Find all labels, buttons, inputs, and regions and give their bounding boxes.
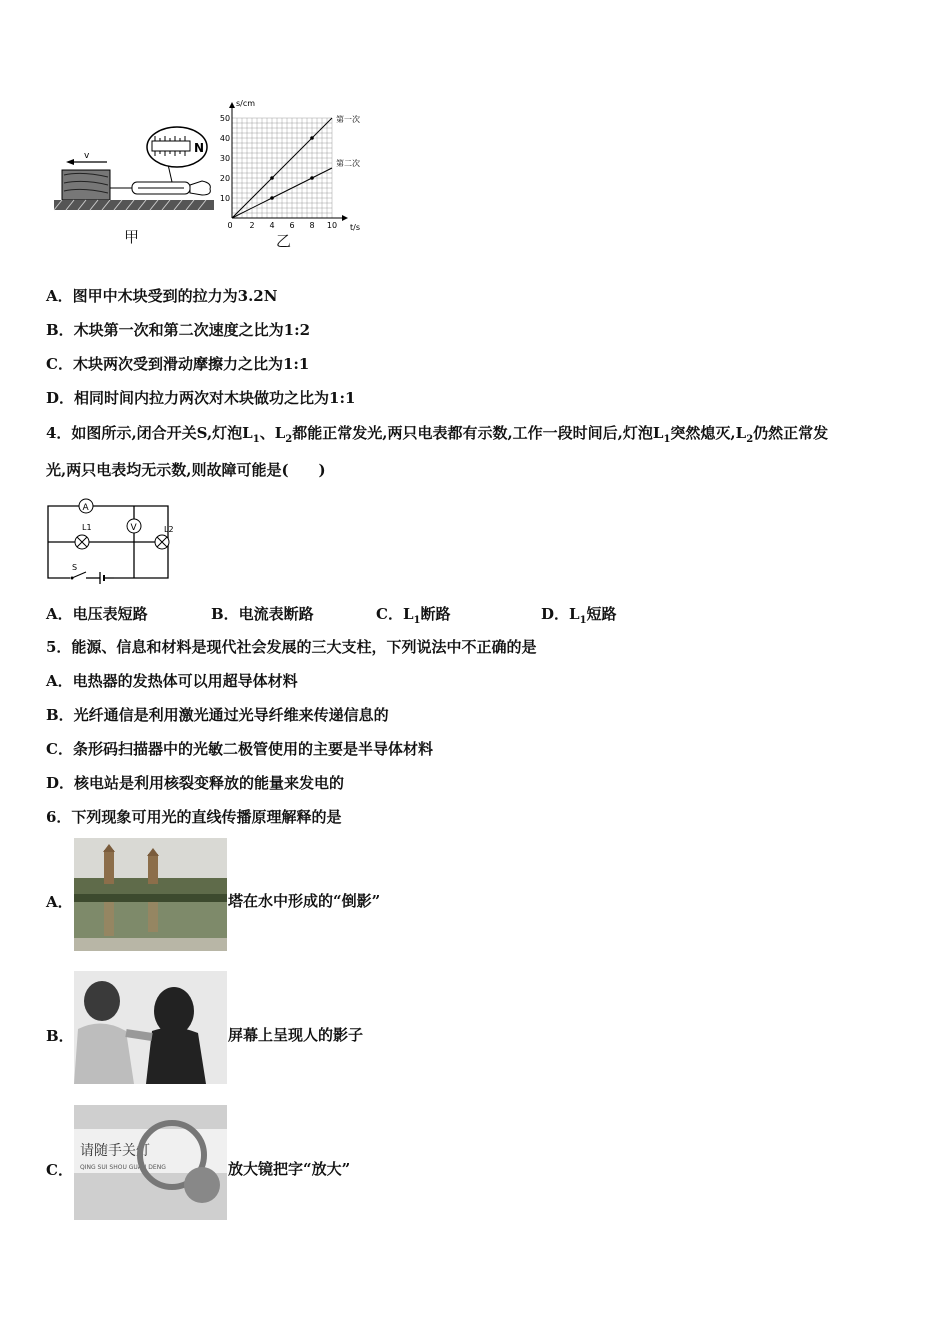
q4-option-b: B．电流表断路 xyxy=(211,605,314,623)
q6-option-c-text: 放大镜把字“放大” xyxy=(228,1160,351,1178)
x-axis-arrow xyxy=(342,215,348,221)
x-tick-label: 10 xyxy=(326,221,338,230)
ammeter-label: A xyxy=(82,503,89,513)
q4-options xyxy=(46,603,746,626)
data-point xyxy=(310,176,314,180)
q3-option-b: B．木块第一次和第二次速度之比为1:2 xyxy=(46,321,311,339)
x-tick-label: 6 xyxy=(289,221,295,230)
q5-option-a: A．电热器的发热体可以用超导体材料 xyxy=(46,672,298,690)
switch-label: S xyxy=(72,563,78,572)
q3-option-c: C．木块两次受到滑动摩擦力之比为1:1 xyxy=(46,355,310,373)
y-axis-label: s/cm xyxy=(236,99,256,108)
q6-photo-b xyxy=(74,971,227,1084)
y-tick-label: 40 xyxy=(219,134,231,143)
photo-c-pinyin: QING SUI SHOU GUAN DENG xyxy=(80,1164,166,1171)
q4-stem-line1: 4．如图所示,闭合开关S,灯泡$L_1$、$L_2$都能正常发光,两只电表都有示数,工作一段时间后,灯泡$L_1$突然熄灭$,L_2$仍然正常发 xyxy=(46,424,829,445)
meter-letter: N xyxy=(194,141,205,155)
q6-stem: 6．下列现象可用光的直线传播原理解释的是 xyxy=(46,808,342,826)
lamp2-label: L2 xyxy=(164,525,174,534)
q6-photo-c xyxy=(74,1105,227,1220)
q5-option-c: C．条形码扫描器中的光敏二极管使用的主要是半导体材料 xyxy=(46,740,433,758)
data-point xyxy=(270,176,274,180)
data-point xyxy=(310,136,314,140)
x-axis-label: t/s xyxy=(350,223,360,232)
q5-option-d: D．核电站是利用核裂变释放的能量来发电的 xyxy=(46,774,345,792)
s-t-graph xyxy=(219,96,372,238)
y-tick-label: 30 xyxy=(219,154,231,163)
q6-option-b-label: B． xyxy=(46,1027,74,1045)
q4-option-d: D．$L_1$短路 xyxy=(541,605,617,626)
series-1-label: 第一次 xyxy=(336,115,360,124)
q4-stem-line2: 光,两只电表均无示数,则故障可能是( ) xyxy=(46,461,326,479)
q3-option-a: A．图甲中木块受到的拉力为3.2N xyxy=(46,287,278,305)
circuit-diagram xyxy=(44,494,176,584)
origin-label: 0 xyxy=(227,221,233,230)
x-tick-label: 2 xyxy=(249,221,255,230)
y-tick-label: 20 xyxy=(219,174,231,183)
q4-option-c: C．$L_1$断路 xyxy=(376,605,451,626)
lamp1-label: L1 xyxy=(82,523,92,532)
figure-yi-caption: 乙 xyxy=(276,232,292,250)
block-spring-meter-diagram xyxy=(52,125,222,220)
q5-option-b: B．光纤通信是利用激光通过光导纤维来传递信息的 xyxy=(46,706,389,724)
q6-option-a-text: 塔在水中形成的“倒影” xyxy=(228,892,381,910)
q3-option-d: D．相同时间内拉力两次对木块做功之比为1:1 xyxy=(46,389,356,407)
velocity-label: v xyxy=(84,151,90,161)
figure-jia xyxy=(52,125,222,220)
data-point xyxy=(270,196,274,200)
figure-jia-caption: 甲 xyxy=(124,228,140,246)
photo-c-sign-text: 请随手关灯 xyxy=(80,1143,150,1159)
q6-option-a-label: A． xyxy=(46,893,73,911)
q6-photo-a xyxy=(74,838,227,951)
series-2-label: 第二次 xyxy=(336,159,360,168)
y-tick-label: 50 xyxy=(219,114,231,123)
q6-option-b-text: 屏幕上呈现人的影子 xyxy=(228,1026,364,1044)
q4-option-a: A．电压表短路 xyxy=(46,605,148,623)
y-tick-label: 10 xyxy=(219,194,231,203)
y-axis-arrow xyxy=(229,102,235,108)
q5-stem: 5．能源、信息和材料是现代社会发展的三大支柱，下列说法中不正确的是 xyxy=(46,638,537,656)
x-tick-label: 8 xyxy=(309,221,315,230)
voltmeter-label: V xyxy=(130,523,137,533)
x-tick-label: 4 xyxy=(269,221,275,230)
q6-option-c-label: C． xyxy=(46,1161,73,1179)
